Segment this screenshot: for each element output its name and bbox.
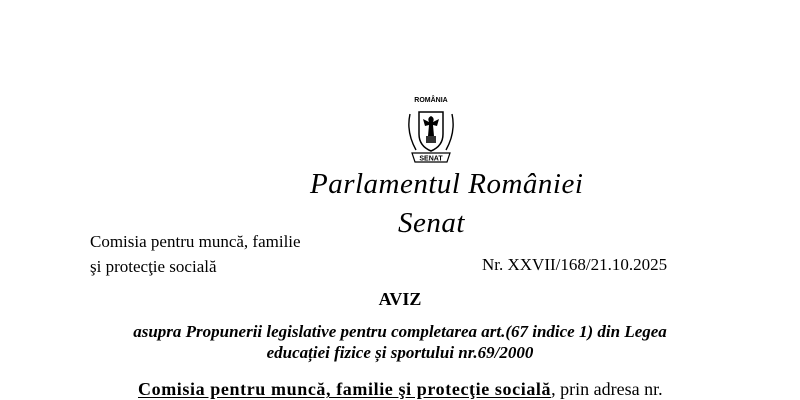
registration-number: Nr. XXVII/168/21.10.2025 <box>482 255 668 274</box>
committee-name <box>90 229 301 279</box>
svg-text:ROMÂNIA: ROMÂNIA <box>414 97 448 104</box>
parliament-title: Parlamentul României <box>310 168 584 200</box>
body-rest: , prin adresa nr. <box>551 379 663 399</box>
committee-line-1: Comisia pentru muncă, familie <box>90 232 301 251</box>
body-paragraph <box>138 379 663 400</box>
document-subtitle <box>0 321 800 363</box>
committee-line-2: şi protecţie socială <box>90 257 217 276</box>
subtitle-line-1: asupra Propunerii legislative pentru completarea art.(67 indice 1) din Legea <box>133 322 667 341</box>
document-title: AVIZ <box>378 289 422 309</box>
coat-of-arms-icon <box>402 92 460 166</box>
svg-text:SENAT: SENAT <box>419 155 443 163</box>
body-bold-committee: Comisia pentru muncă, familie şi protecţie socială <box>138 379 552 399</box>
senate-title: Senat <box>398 207 465 239</box>
subtitle-line-2: educației fizice și sportului nr.69/2000 <box>266 343 534 362</box>
